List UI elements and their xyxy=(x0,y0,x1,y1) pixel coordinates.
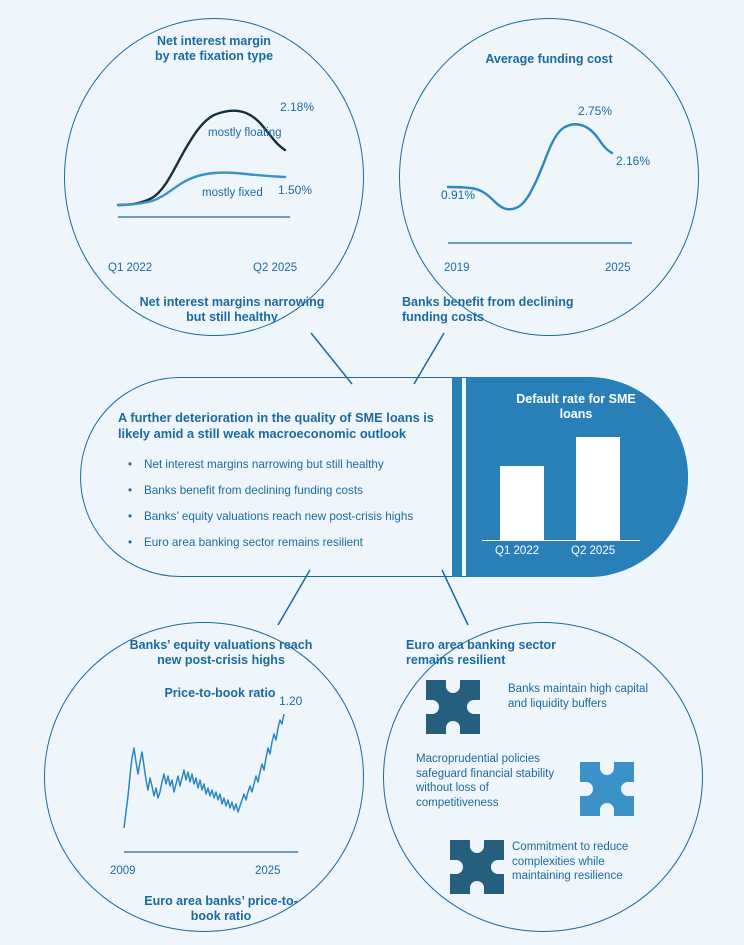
bottom-left-caption-bottom-line2: book ratio xyxy=(190,909,252,923)
middle-bullet-list xyxy=(124,457,454,561)
bottom-left-caption-top-line2: new post-crisis highs xyxy=(157,653,285,667)
top-right-caption-line2: funding costs xyxy=(402,310,484,324)
bar-value-q2-2025: 2.3% xyxy=(584,477,612,491)
top-left-value-fixed: 1.50% xyxy=(278,183,313,197)
bottom-left-caption-bottom-line1: Euro area banks’ price-to- xyxy=(144,894,298,908)
bottom-left-x-end: 2025 xyxy=(255,865,281,877)
bottom-right-title-line1: Euro area banking sector xyxy=(406,638,557,652)
sme-chart-title-line2: loans xyxy=(559,407,593,421)
sme-axis-label-q1-2022: Q1 2022 xyxy=(495,545,540,557)
sme-chart-title-line1: Default rate for SME xyxy=(516,392,636,406)
bottom-left-caption-bottom xyxy=(96,894,346,924)
puzzle-piece-icon xyxy=(442,832,512,902)
middle-headline: A further deterioration in the quality of SME loans is likely amid a still weak macroeconomic outlook xyxy=(118,410,434,441)
list-item: • Euro area banking sector remains resilient xyxy=(124,535,454,550)
resilience-item-text-3: Commitment to reduce complexities while maintaining resilience xyxy=(512,841,629,882)
bottom-left-caption-top xyxy=(96,638,346,668)
label-mostly-floating: mostly floating xyxy=(208,127,282,139)
bottom-right-title xyxy=(406,638,636,668)
top-left-title-line1: Net interest margin xyxy=(157,34,271,48)
bottom-right-title-line2: remains resilient xyxy=(406,653,506,667)
bottom-left-value-end: 1.20 xyxy=(279,694,303,708)
top-right-x-start: 2019 xyxy=(444,262,470,274)
top-left-title-line2: by rate fixation type xyxy=(154,49,274,63)
sme-chart-title xyxy=(486,392,666,422)
top-left-caption-line1: Net interest margins narrowing xyxy=(139,295,325,309)
bottom-left-chart-title: Price-to-book ratio xyxy=(164,686,276,700)
list-item: • Banks’ equity valuations reach new post-crisis highs xyxy=(124,509,454,524)
top-right-x-end: 2025 xyxy=(605,262,631,274)
list-item: • Net interest margins narrowing but still healthy xyxy=(124,457,454,472)
line-price-to-book xyxy=(124,714,284,828)
top-left-x-start: Q1 2022 xyxy=(108,262,153,274)
top-left-value-floating: 2.18% xyxy=(280,100,315,114)
top-left-caption-line2: but still healthy xyxy=(186,310,278,324)
bottom-left-x-start: 2009 xyxy=(110,865,136,877)
top-right-value-peak: 2.75% xyxy=(578,104,613,118)
bar-value-q1-2022: 1.6% xyxy=(508,503,536,517)
bottom-left-caption-top-line1: Banks’ equity valuations reach xyxy=(129,638,313,652)
top-right-value-start: 0.91% xyxy=(441,188,476,202)
top-left-x-end: Q2 2025 xyxy=(253,262,298,274)
connector-bottom-left xyxy=(278,570,310,625)
label-mostly-fixed: mostly fixed xyxy=(202,187,263,199)
connector-bottom-right xyxy=(442,570,468,625)
puzzle-piece-icon xyxy=(418,672,488,742)
top-right-caption-line1: Banks benefit from declining xyxy=(402,295,574,309)
price-to-book-line-chart xyxy=(112,700,312,840)
list-item: • Banks benefit from declining funding costs xyxy=(124,483,454,498)
puzzle-piece-icon xyxy=(572,754,642,824)
top-right-value-end: 2.16% xyxy=(616,154,651,168)
resilience-item-text-1: Banks maintain high capital and liquidity buffers xyxy=(508,683,648,710)
top-right-title: Average funding cost xyxy=(485,52,613,66)
resilience-item-text-2: Macroprudential policies safeguard financial stability without loss of competitiveness xyxy=(416,753,555,809)
sme-axis-label-q2-2025: Q2 2025 xyxy=(571,545,616,557)
sme-chart-axis xyxy=(482,540,640,541)
